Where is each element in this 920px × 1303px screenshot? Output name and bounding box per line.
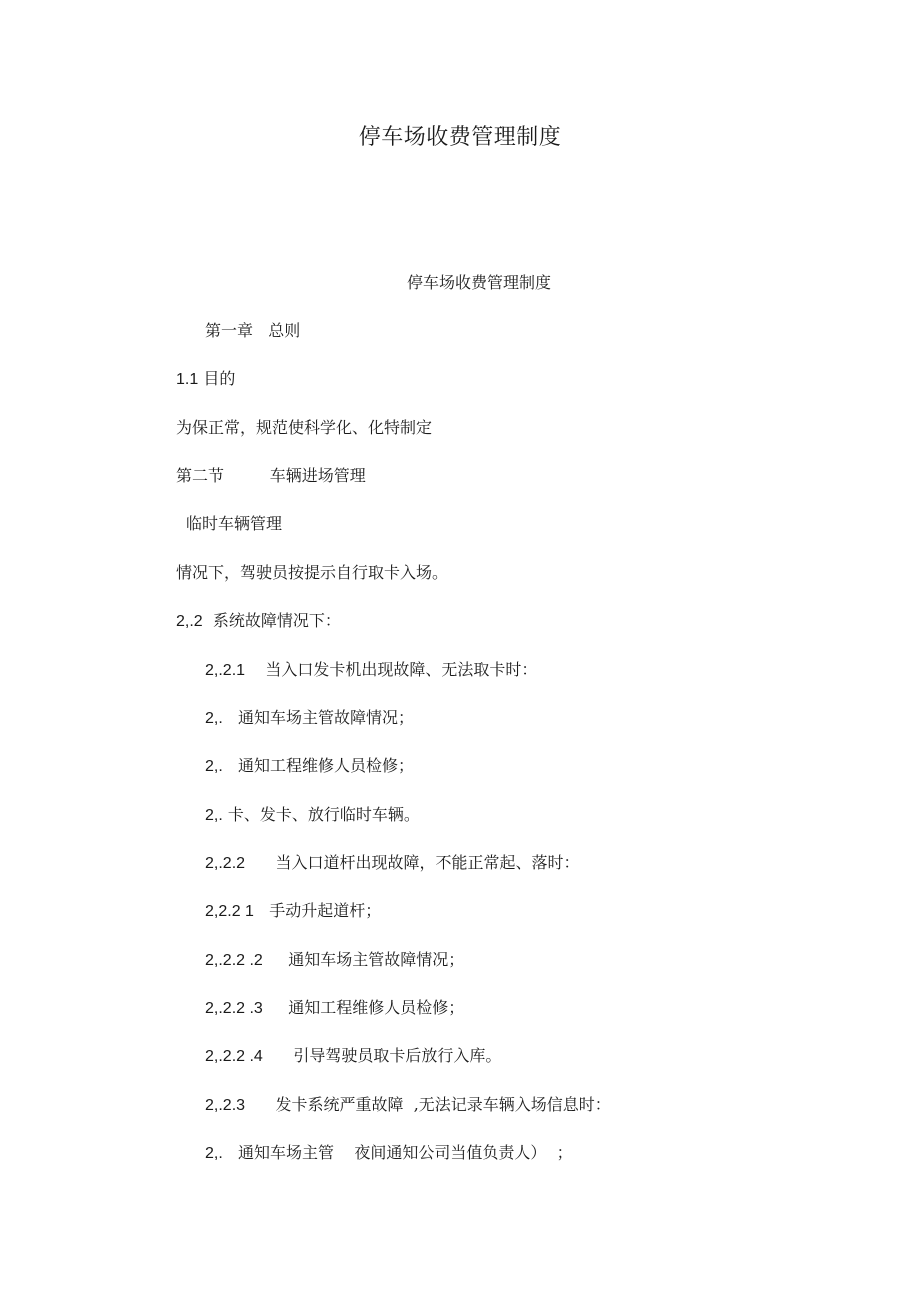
list-item: 2,. 通知车场主管故障情况； (205, 708, 415, 727)
paragraph: 为保正常，规范使科学化、化特制定 (176, 418, 433, 437)
section-title: 停车场收费管理制度 (406, 273, 551, 292)
list-item: 2,. 通知车场主管 夜间通知公司当值负责人） ； (205, 1143, 573, 1162)
list-item: 2,.2.2 .4 引导驾驶员取卡后放行入库。 (205, 1046, 502, 1065)
list-item: 2,.2.1 当入口发卡机出现故障、无法取卡时： (205, 660, 538, 679)
chapter-heading: 第一章 总则 (205, 321, 301, 340)
subsection-heading: 临时车辆管理 (186, 514, 283, 533)
list-item: 2,. 卡、发卡、放行临时车辆。 (205, 805, 420, 824)
section-heading: 1.1 目的 (176, 369, 236, 388)
list-item: 2,.2 系统故障情况下： (176, 611, 341, 630)
list-item: 2,.2.2 .3 通知工程维修人员检修； (205, 998, 465, 1017)
list-item: 2,.2.3 发卡系统严重故障 ,无法记录车辆入场信息时： (205, 1095, 611, 1114)
paragraph: 情况下，驾驶员按提示自行取卡入场。 (176, 563, 449, 582)
list-item: 2,.2.2 .2 通知车场主管故障情况； (205, 950, 465, 969)
list-item: 2,. 通知工程维修人员检修； (205, 756, 415, 775)
list-item: 2,2.2 1 手动升起道杆； (205, 901, 382, 920)
section-heading: 第二节 车辆进场管理 (176, 466, 366, 485)
document-title: 停车场收费管理制度 (358, 125, 562, 150)
list-item: 2,.2.2 当入口道杆出现故障，不能正常起、落时： (205, 853, 580, 872)
